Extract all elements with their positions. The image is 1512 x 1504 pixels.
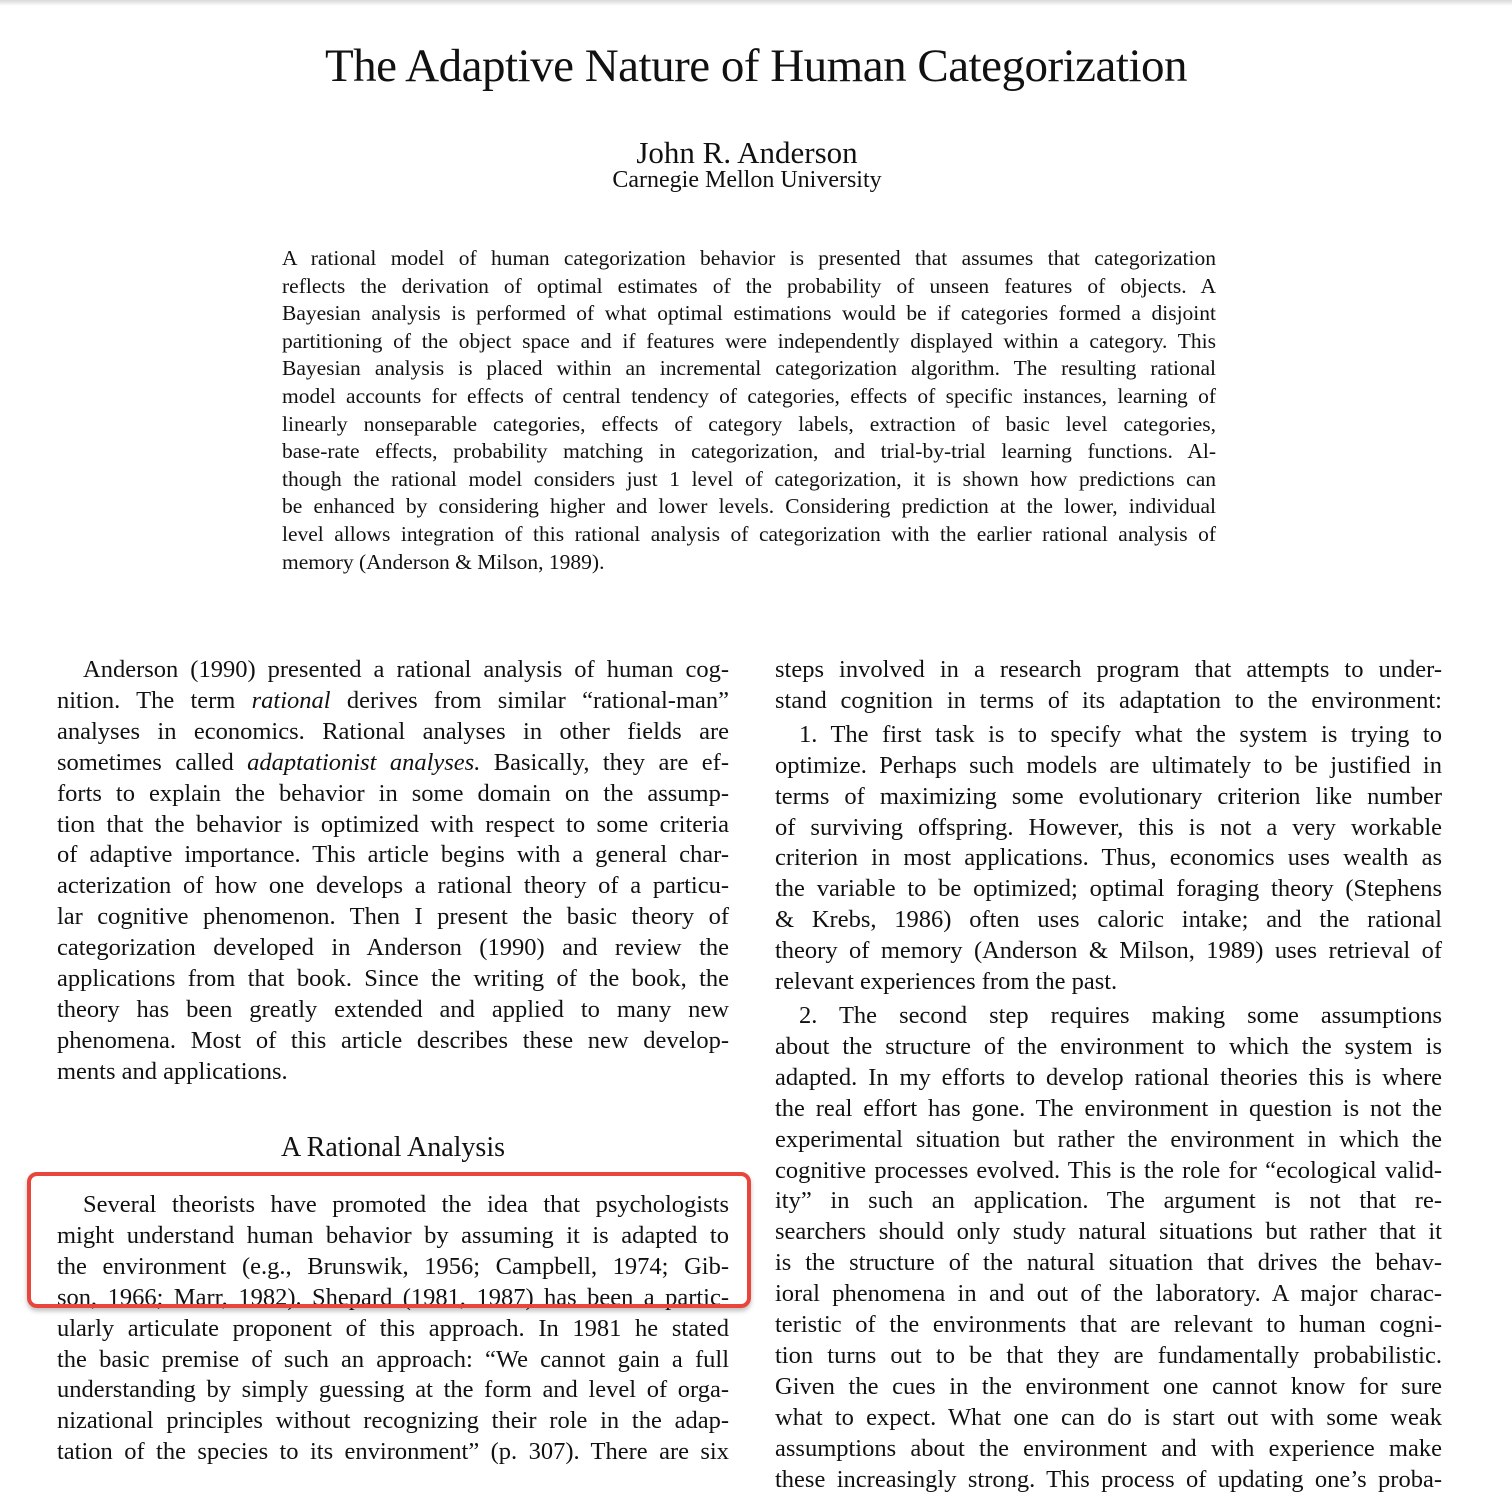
paper-title: The Adaptive Nature of Human Categorization (324, 40, 1188, 92)
body-line: the basic premise of such an approach: “We cannot gain a full (57, 1345, 729, 1373)
body-text: nition. The term (57, 686, 252, 714)
body-line: cognitive processes evolved. This is the role for “ecological valid- (775, 1156, 1442, 1184)
body-line: theory has been greatly extended and applied to many new (57, 995, 729, 1023)
body-line: ments and applications. (57, 1057, 288, 1085)
abstract (282, 245, 1216, 576)
abstract-line: level allows integration of this rational analysis of categorization with the earlier rational analysis of (282, 521, 1216, 546)
body-line: phenomena. Most of this article describes these new develop- (57, 1026, 729, 1054)
body-text: derives from similar “rational-man” (330, 686, 729, 714)
body-line (57, 748, 729, 779)
body-line (57, 686, 729, 717)
abstract-line: linearly nonseparable categories, effects of category labels, extraction of basic level categories, (282, 411, 1216, 436)
abstract-line: Bayesian analysis is placed within an incremental categorization algorithm. The resulting rational (282, 356, 1216, 381)
body-line: ularly articulate proponent of this approach. In 1981 he stated (57, 1314, 729, 1342)
body-line: tion that the behavior is optimized with respect to some criteria (57, 810, 729, 838)
abstract-line: memory (Anderson & Milson, 1989). (282, 549, 605, 574)
body-line: forts to explain the behavior in some domain on the assump- (57, 779, 729, 807)
body-line: what to expect. What one can do is start out with some weak (775, 1403, 1442, 1431)
body-line: acterization of how one develops a rational theory of a particu- (57, 872, 729, 900)
body-line: categorization developed in Anderson (1990) and review the (57, 934, 729, 962)
italic-term: rational (251, 686, 331, 714)
body-line: of surviving offspring. However, this is not a very workable (775, 813, 1442, 841)
body-line: analyses in economics. Rational analyses in other fields are (57, 717, 729, 745)
section-heading: A Rational Analysis (281, 1132, 505, 1163)
body-line: ioral phenomena in and out of the laboratory. A major charac- (775, 1280, 1442, 1308)
body-line: these increasingly strong. This process of updating one’s proba- (775, 1465, 1442, 1493)
body-line: criterion in most applications. Thus, economics uses wealth as (775, 844, 1442, 872)
body-line: searchers should only study natural situations but rather that it (775, 1218, 1442, 1246)
body-line: Anderson (1990) presented a rational analysis of human cog- (83, 656, 729, 683)
highlight-annotation-box (27, 1172, 751, 1308)
body-line: theory of memory (Anderson & Milson, 1989) uses retrieval of (775, 937, 1442, 965)
body-line: optimize. Perhaps such models are ultimately to be justified in (775, 751, 1442, 779)
body-line: assumptions about the environment and with experience make (775, 1434, 1442, 1462)
body-line: relevant experiences from the past. (775, 968, 1118, 996)
abstract-line: partitioning of the object space and if features were independently displayed within a category. This (282, 328, 1216, 353)
body-line: steps involved in a research program that attempts to under- (775, 656, 1442, 683)
body-line: Several theorists have promoted the idea that psychologists (83, 1191, 729, 1218)
author-name: John R. Anderson (636, 135, 858, 170)
body-line: Given the cues in the environment one cannot know for sure (775, 1372, 1442, 1400)
body-line: son, 1966; Marr, 1982). Shepard (1981, 1987) has been a partic- (57, 1283, 729, 1311)
list-item-1-line: 1. The first task is to specify what the system is trying to (799, 720, 1442, 748)
body-line: terms of maximizing some evolutionary criterion like number (775, 782, 1442, 810)
body-line: stand cognition in terms of its adaptation to the environment: (775, 686, 1442, 714)
body-line: is the structure of the natural situation that drives the behav- (775, 1249, 1442, 1277)
body-line: understanding by simply guessing at the form and level of orga- (57, 1376, 729, 1404)
body-line: & Krebs, 1986) often uses caloric intake; and the rational (775, 906, 1442, 934)
abstract-line: though the rational model considers just 1 level of categorization, it is shown how predictions can (282, 466, 1216, 491)
body-line: might understand human behavior by assuming it is adapted to (57, 1221, 729, 1249)
body-line: tion turns out to be that they are fundamentally probabilistic. (775, 1341, 1442, 1369)
intro-paragraph (57, 655, 729, 1088)
body-line: applications from that book. Since the writing of the book, the (57, 965, 729, 993)
list-item-2-line: 2. The second step requires making some assumptions (799, 1001, 1442, 1029)
italic-term: adaptationist analyses. (247, 748, 481, 776)
body-text: Basically, they are ef- (480, 748, 729, 776)
abstract-line: be enhanced by considering higher and lower levels. Considering prediction at the lower, individual (282, 494, 1216, 519)
body-text: sometimes called (57, 748, 248, 776)
right-column (775, 655, 1442, 1495)
abstract-line: base-rate effects, probability matching in categorization, and trial-by-trial learning functions. Al- (282, 439, 1216, 464)
abstract-line: Bayesian analysis is performed of what optimal estimations would be if categories formed a disjoint (282, 301, 1216, 326)
body-line: teristic of the environments that are relevant to human cogni- (775, 1311, 1442, 1339)
abstract-line: model accounts for effects of central tendency of categories, effects of specific instances, learning of (282, 383, 1216, 408)
body-line: the environment (e.g., Brunswik, 1956; Campbell, 1974; Gib- (57, 1252, 729, 1280)
body-line: adapted. In my efforts to develop rational theories this is where (775, 1063, 1442, 1091)
abstract-line: A rational model of human categorization behavior is presented that assumes that categorization (282, 246, 1216, 270)
body-line: nizational principles without recognizing their role in the adap- (57, 1407, 729, 1435)
author-affiliation: Carnegie Mellon University (612, 167, 882, 193)
abstract-line: reflects the derivation of optimal estimates of the probability of unseen features of objects. A (282, 273, 1216, 298)
body-line: about the structure of the environment to which the system is (775, 1032, 1442, 1060)
body-line: lar cognitive phenomenon. Then I present the basic theory of (57, 903, 729, 931)
body-line: tation of the species to its environment” (p. 307). There are six (57, 1438, 729, 1466)
body-line: the variable to be optimized; optimal foraging theory (Stephens (775, 875, 1442, 903)
body-line: experimental situation but rather the environment in which the (775, 1125, 1442, 1153)
body-line: of adaptive importance. This article begins with a general char- (57, 841, 729, 869)
body-line: the real effort has gone. The environment in question is not the (775, 1094, 1442, 1122)
viewer-top-shadow (0, 0, 1512, 6)
body-line: ity” in such an application. The argument is not that re- (775, 1187, 1442, 1215)
